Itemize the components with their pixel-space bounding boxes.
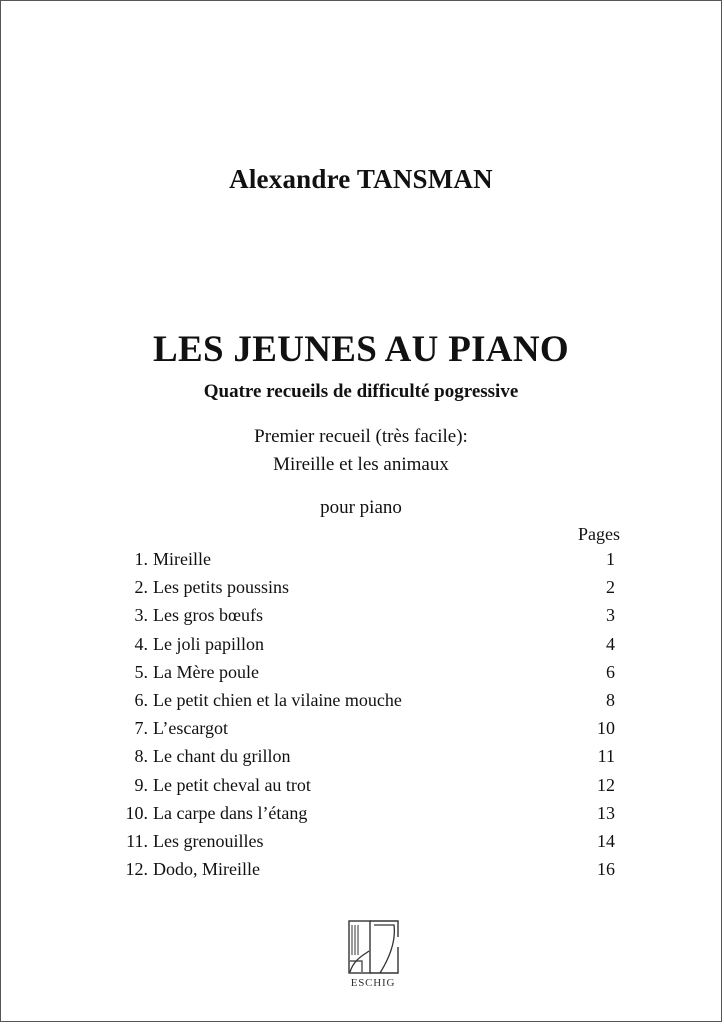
toc-title: Le petit chien et la vilaine mouche xyxy=(153,689,402,710)
toc-title: Les grenouilles xyxy=(153,830,264,851)
toc-row xyxy=(1,803,721,831)
toc-page-number: 14 xyxy=(597,830,615,851)
toc-number: 1. xyxy=(134,549,148,569)
toc-title: Les gros bœufs xyxy=(153,605,263,626)
toc-number: 12. xyxy=(125,859,148,880)
toc-number: 3. xyxy=(134,605,148,626)
toc-title: Le petit cheval au trot xyxy=(153,774,311,795)
toc-title: Le chant du grillon xyxy=(153,746,291,767)
work-title: LES JEUNES AU PIANO xyxy=(153,329,569,370)
toc-number: 2. xyxy=(134,577,148,598)
toc-title: Mireille xyxy=(153,549,211,569)
pages-column-header: Pages xyxy=(578,524,620,544)
table-of-contents xyxy=(1,549,721,887)
toc-row xyxy=(1,831,721,859)
toc-title: La carpe dans l’étang xyxy=(153,802,308,823)
toc-number: 9. xyxy=(134,774,148,795)
collection-label: Premier recueil (très facile): xyxy=(254,426,468,447)
toc-title: La Mère poule xyxy=(153,661,259,682)
toc-number: 10. xyxy=(125,802,148,823)
toc-page-number: 1 xyxy=(606,549,615,569)
toc-page-number: 8 xyxy=(606,689,615,710)
toc-page-number: 16 xyxy=(597,859,615,880)
toc-page-number: 3 xyxy=(606,605,615,626)
publisher-label: ESCHIG xyxy=(350,977,396,989)
toc-page-number: 10 xyxy=(597,718,615,739)
instrument-label: pour piano xyxy=(320,497,402,518)
toc-row xyxy=(1,690,721,718)
composer-name: Alexandre TANSMAN xyxy=(229,164,493,194)
toc-row xyxy=(1,577,721,605)
toc-row xyxy=(1,718,721,746)
toc-number: 8. xyxy=(134,746,148,767)
toc-page-number: 13 xyxy=(597,802,615,823)
toc-row xyxy=(1,662,721,690)
toc-title: Dodo, Mireille xyxy=(153,859,260,880)
eschig-logo-icon xyxy=(338,917,408,1007)
toc-number: 5. xyxy=(134,661,148,682)
toc-number: 6. xyxy=(134,689,148,710)
toc-number: 7. xyxy=(134,718,148,739)
toc-number: 11. xyxy=(126,830,148,851)
toc-number: 4. xyxy=(134,633,148,654)
toc-page-number: 2 xyxy=(606,577,615,598)
toc-page-number: 11 xyxy=(597,746,615,767)
toc-page-number: 6 xyxy=(606,661,615,682)
toc-row xyxy=(1,605,721,633)
toc-title: Les petits poussins xyxy=(153,577,290,598)
toc-row xyxy=(1,634,721,662)
toc-row xyxy=(1,775,721,803)
toc-title: Le joli papillon xyxy=(153,633,264,654)
toc-row xyxy=(1,746,721,774)
toc-page-number: 12 xyxy=(597,774,615,795)
work-subtitle: Quatre recueils de difficulté pogressive xyxy=(203,381,519,402)
toc-page-number: 4 xyxy=(606,633,615,654)
toc-title: L’escargot xyxy=(153,718,228,739)
collection-name: Mireille et les animaux xyxy=(273,454,449,475)
toc-row xyxy=(1,549,721,577)
toc-row xyxy=(1,859,721,887)
